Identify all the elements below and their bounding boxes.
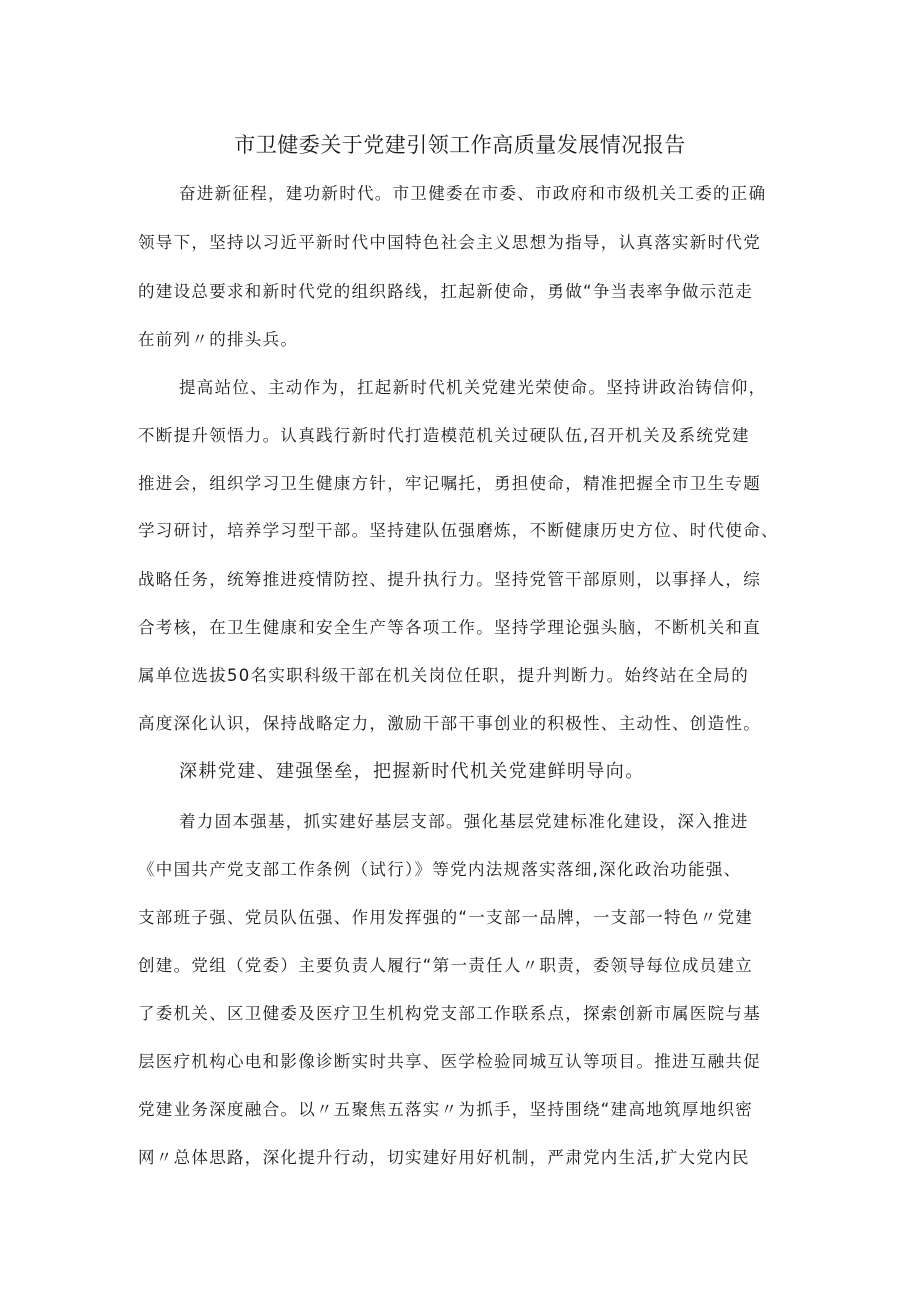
paragraph-line: 在前列〃的排头兵。 bbox=[138, 330, 299, 349]
document-title: 市卫健委关于党建引领工作高质量发展情况报告 bbox=[234, 133, 686, 157]
paragraph-line: 着力固本强基，抓实建好基层支部。强化基层党建标准化建设，深入推进 bbox=[179, 812, 749, 831]
paragraph-line: 合考核，在卫生健康和安全生产等各项工作。坚持学理论强头脑，不断机关和直 bbox=[138, 618, 761, 637]
paragraph-line: 党建业务深度融合。以〃五聚焦五落实〃为抓手，坚持围绕“建高地筑厚地织密 bbox=[138, 1100, 754, 1119]
paragraph-line: 属单位选拔50名实职科级干部在机关岗位任职，提升判断力。始终站在全局的 bbox=[138, 666, 749, 685]
section-heading: 深耕党建、建强堡垒，把握新时代机关党建鲜明导向。 bbox=[179, 761, 645, 782]
paragraph-line: 领导下，坚持以习近平新时代中国特色社会主义思想为指导，认真落实新时代党 bbox=[138, 233, 761, 252]
paragraph-line: 提高站位、主动作为，扛起新时代机关党建光荣使命。坚持讲政治铸信仰， bbox=[179, 378, 767, 397]
paragraph-line: 的建设总要求和新时代党的组织路线，扛起新使命，勇做“争当表率争做示范走 bbox=[138, 282, 754, 301]
paragraph-line: 支部班子强、党员队伍强、作用发挥强的“一支部一品牌，一支部一特色〃党建 bbox=[138, 908, 754, 927]
paragraph-line: 层医疗机构心电和影像诊断实时共享、医学检验同城互认等项目。推进互融共促 bbox=[138, 1052, 761, 1071]
paragraph-line: 网〃总体思路，深化提升行动，切实建好用好机制，严肃党内生活,扩大党内民 bbox=[138, 1148, 750, 1167]
paragraph-line: 学习研讨，培养学习型干部。坚持建队伍强磨炼，不断健康历史方位、时代使命、 bbox=[138, 521, 779, 540]
paragraph-line: 《中国共产党支部工作条例（试行）》等党内法规落实落细,深化政治功能强、 bbox=[138, 860, 742, 879]
paragraph-line: 高度深化认识，保持战略定力，激励干部干事创业的积极性、主动性、创造性。 bbox=[138, 714, 761, 733]
paragraph-line: 奋进新征程，建功新时代。市卫健委在市委、市政府和市级机关工委的正确 bbox=[179, 184, 767, 203]
paragraph-line: 创建。党组（党委）主要负责人履行“第一责任人〃职责，委领导每位成员建立 bbox=[138, 956, 754, 975]
paragraph-line: 推进会，组织学习卫生健康方针，牢记嘱托，勇担使命，精准把握全市卫生专题 bbox=[138, 474, 761, 493]
paragraph-line: 战略任务，统筹推进疫情防控、提升执行力。坚持党管干部原则，以事择人，综 bbox=[138, 570, 761, 589]
paragraph-line: 不断提升领悟力。认真践行新时代打造模范机关过硬队伍,召开机关及系统党建 bbox=[138, 426, 750, 445]
paragraph-line: 了委机关、区卫健委及医疗卫生机构党支部工作联系点，探索创新市属医院与基 bbox=[138, 1004, 761, 1023]
